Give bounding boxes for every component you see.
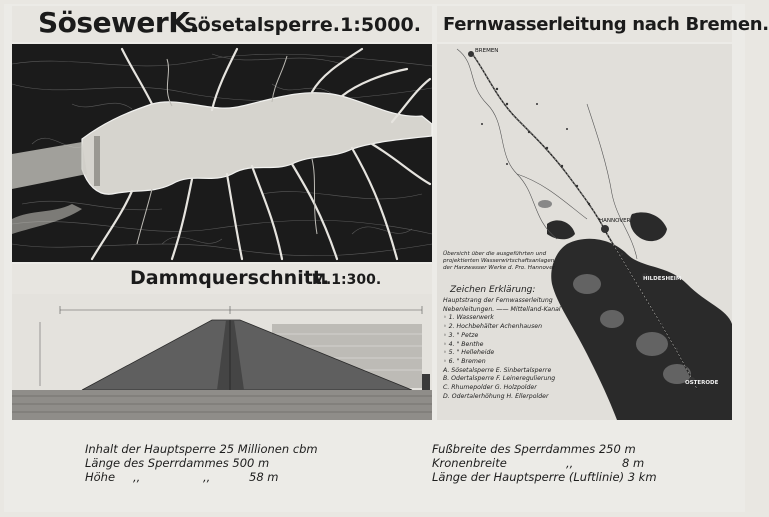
stat-crest-width-label: Kronenbreite [432,456,507,470]
map-overview-note [443,251,555,273]
header-scale: 1:5000. [340,14,421,36]
legend-item: ◦ 3. " Petze [443,331,479,339]
legend-item: A. Sösetalsperre E. Sinbertalsperre [443,366,552,374]
dam-section-title: Dammquerschnitt. [130,267,330,289]
map-legend [443,297,561,401]
legend-item: C. Rhumepolder G. Holzpolder [443,384,537,392]
overview-line: Übersicht über die ausgeführten und [443,251,547,257]
stats-left [85,442,385,484]
stat-height-row [85,470,385,484]
overview-line: projektierten Wasserwirtschaftsanlagen [443,258,555,265]
legend-item: D. Odertalerhöhung H. Ellerpolder [443,392,549,400]
stat-base-width: Fußbreite des Sperrdammes 250 m [432,442,636,456]
dam-section-header [12,264,432,294]
city-label-hildesheim: HILDESHEIM [643,276,682,282]
legend-item: ◦ 1. Wasserwerk [443,314,494,322]
legend-title: Zeichen Erklärung: [450,285,536,295]
city-label-hannover: HANNOVER [599,218,631,224]
stat-crest-width-value: 8 m [622,456,645,470]
legend-item: Nebenleitungen. —— Mittelland-Kanal [443,305,561,313]
header-subtitle: Sösetalsperre. [184,14,340,36]
stat-height-label: Höhe [85,470,116,484]
legend-item: Hauptstrang der Fernwasserleitung [443,297,553,304]
ditto-mark: ,, [203,470,211,484]
ditto-mark: ,, [566,456,574,470]
legend-item: ◦ 6. " Bremen [443,357,486,365]
dam-cross-section-drawing [12,294,432,420]
stat-capacity: Inhalt der Hauptsperre 25 Millionen cbm [85,442,318,456]
reservoir-topographic-map [12,44,432,262]
dam-section-scale: M.1:300. [312,272,382,288]
stat-height-value: 58 m [249,470,279,484]
city-label-bremen: BREMEN [475,48,499,54]
legend-item: B. Odertalsperre F. Leineregulierung [443,375,556,383]
right-panel-header [437,6,769,42]
stat-reservoir-length: Länge der Hauptsperre (Luftlinie) 3 km [432,470,657,484]
stats-right [432,442,732,484]
city-label-osterode: OSTERODE [685,380,719,386]
header-bar [12,6,432,42]
right-panel-title: Fernwasserleitung nach Bremen. [443,14,769,35]
header-name: SösewerK. [38,6,200,39]
stat-crest-width-row [432,456,732,470]
legend-item: ◦ 5. " Helleheide [443,349,495,357]
legend-item: ◦ 2. Hochbehälter Achenhausen [443,323,543,331]
overview-line: der Harzwasser Werke d. Pro. Hannover [443,265,555,272]
ditto-mark: ,, [133,470,141,484]
legend-item: ◦ 4. " Benthe [443,340,484,348]
stat-dam-length: Länge des Sperrdammes 500 m [85,456,270,470]
